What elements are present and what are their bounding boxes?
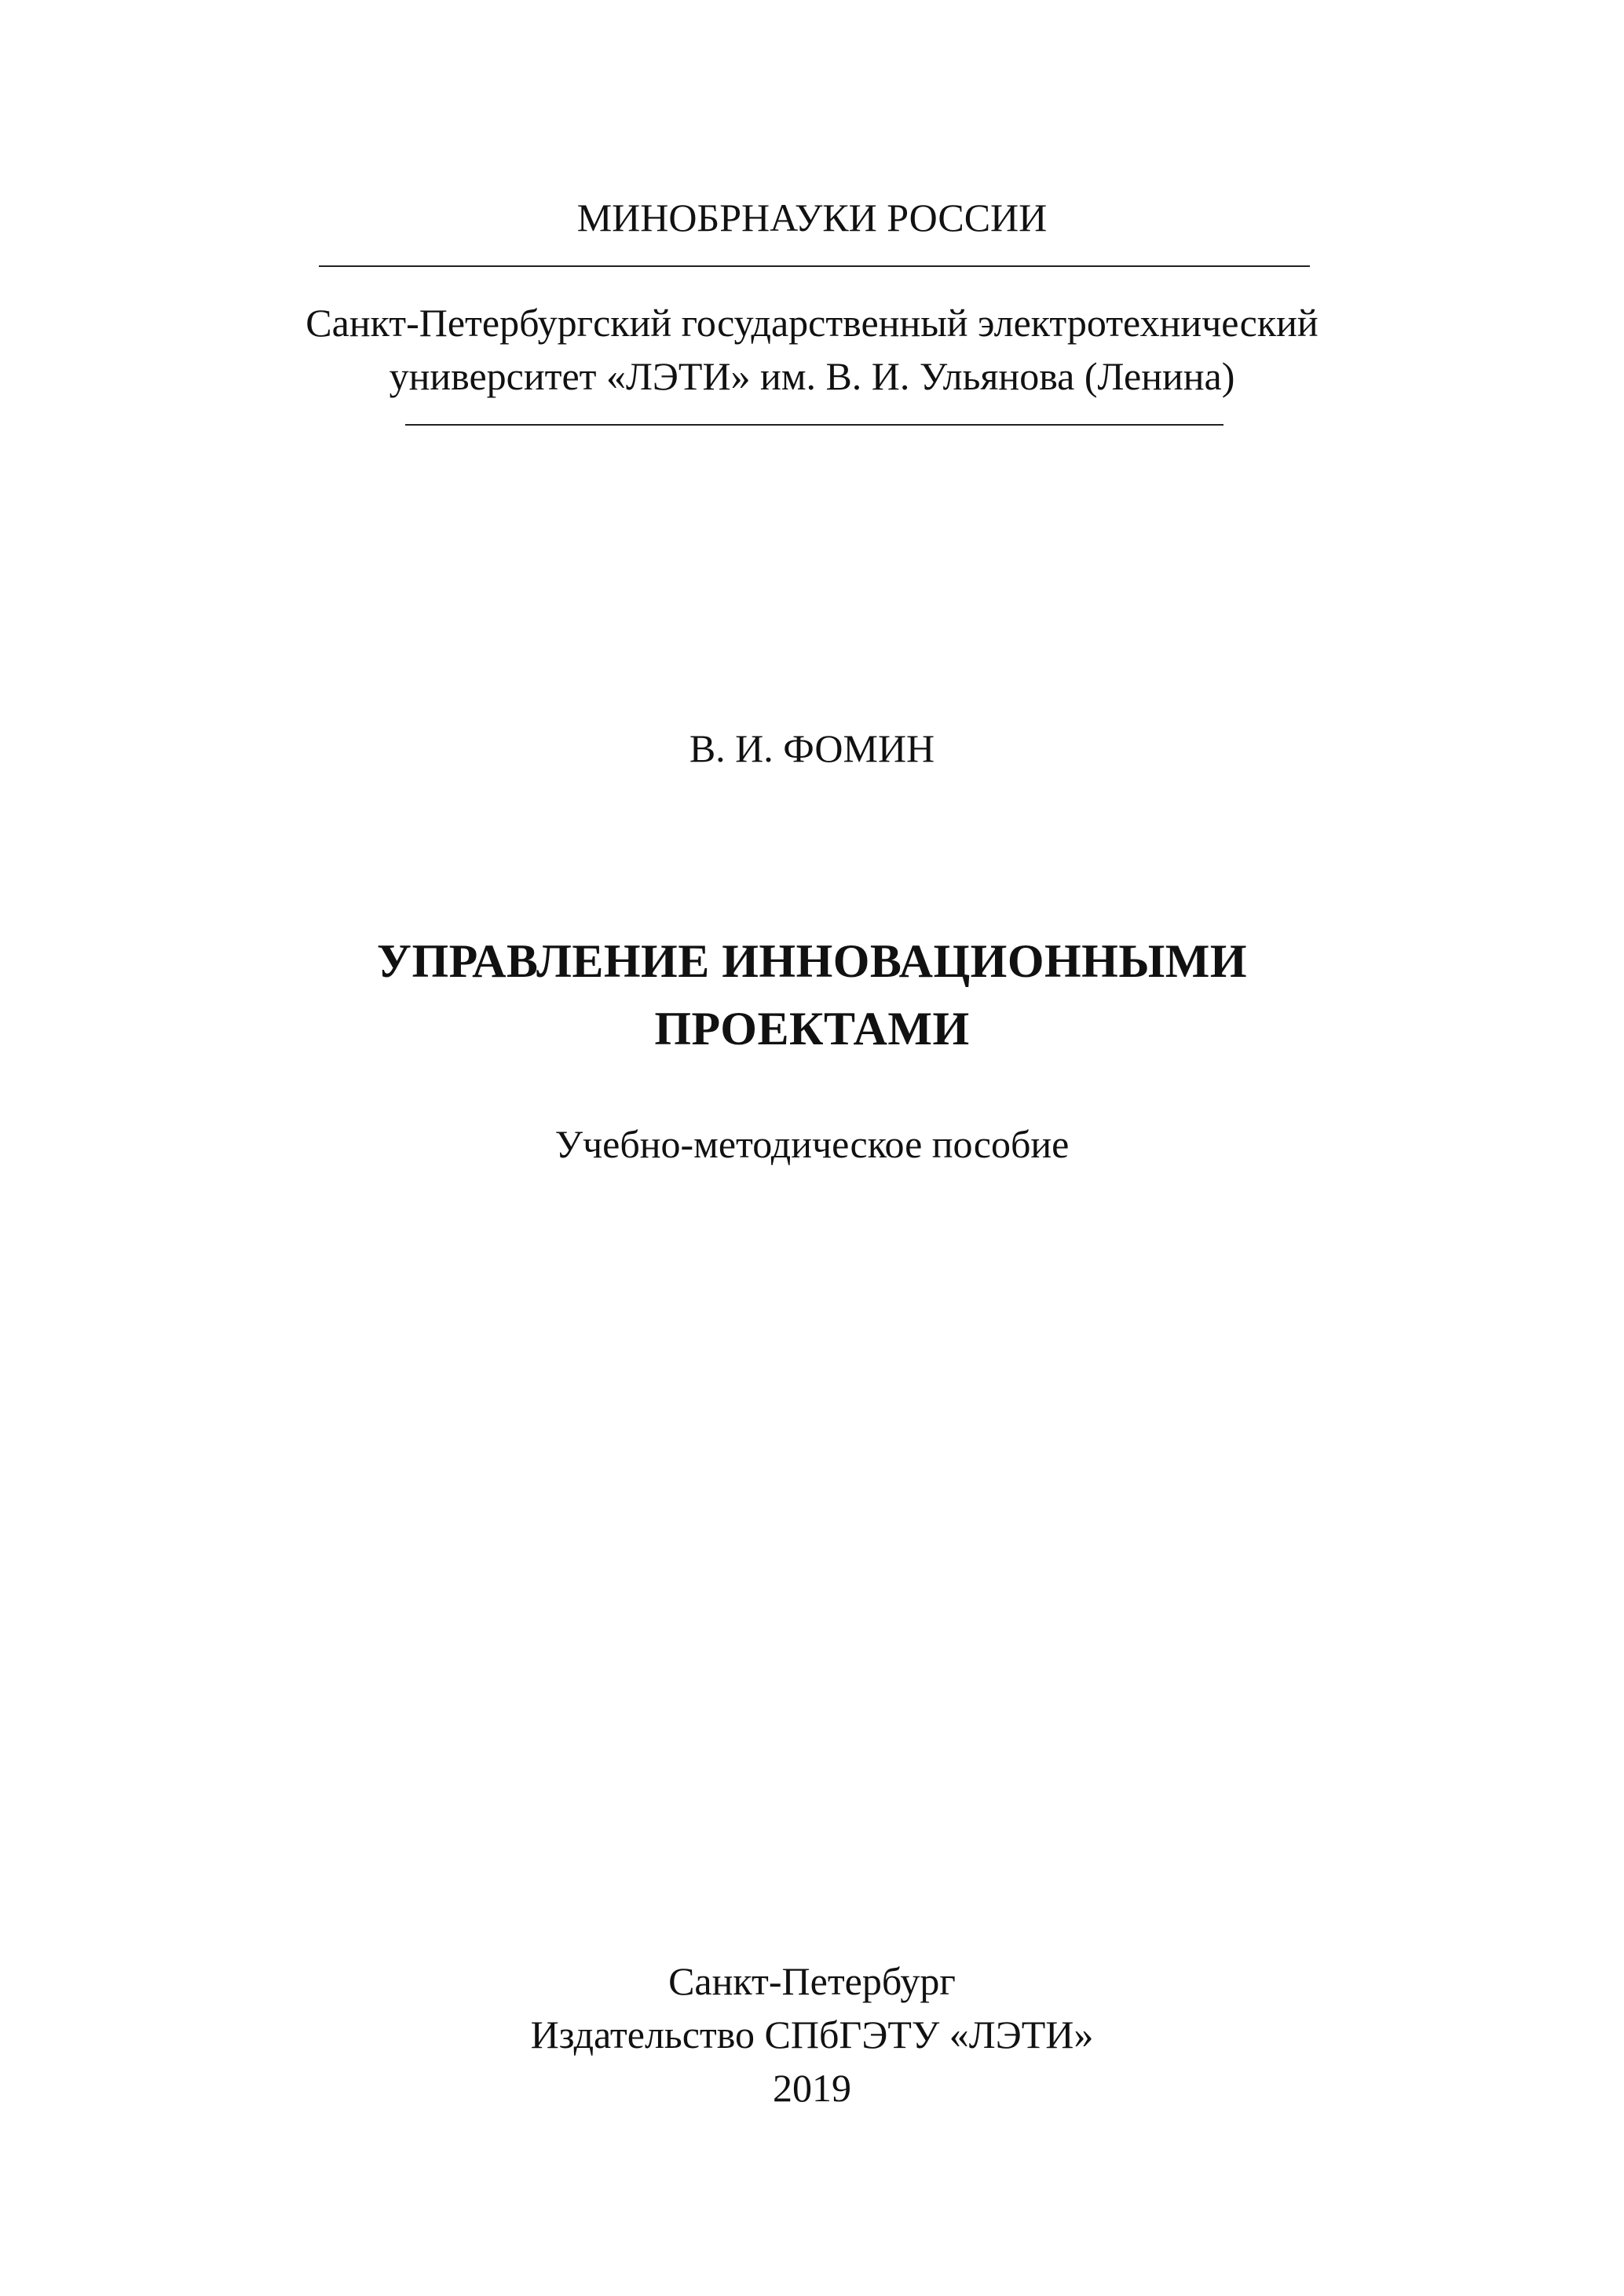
book-title-line-2: ПРОЕКТАМИ <box>654 1003 970 1055</box>
book-title-line-1: УПРАВЛЕНИЕ ИННОВАЦИОННЫМИ <box>376 935 1248 987</box>
university-divider <box>405 424 1223 426</box>
university-name-line-2: университет «ЛЭТИ» им. В. И. Ульянова (Ленина) <box>389 354 1235 398</box>
imprint-city: Санкт-Петербург <box>668 1959 956 2003</box>
top-divider <box>319 265 1310 267</box>
ministry-name: МИНОБРНАУКИ РОССИИ <box>576 196 1048 239</box>
imprint-publisher: Издательство СПбГЭТУ «ЛЭТИ» <box>530 2013 1094 2057</box>
author-name: В. И. ФОМИН <box>689 726 935 770</box>
university-name-line-1: Санкт-Петербургский государственный электротехнический <box>305 301 1319 345</box>
book-subtitle: Учебно-методическое пособие <box>554 1122 1070 1166</box>
imprint-year: 2019 <box>773 2066 851 2110</box>
